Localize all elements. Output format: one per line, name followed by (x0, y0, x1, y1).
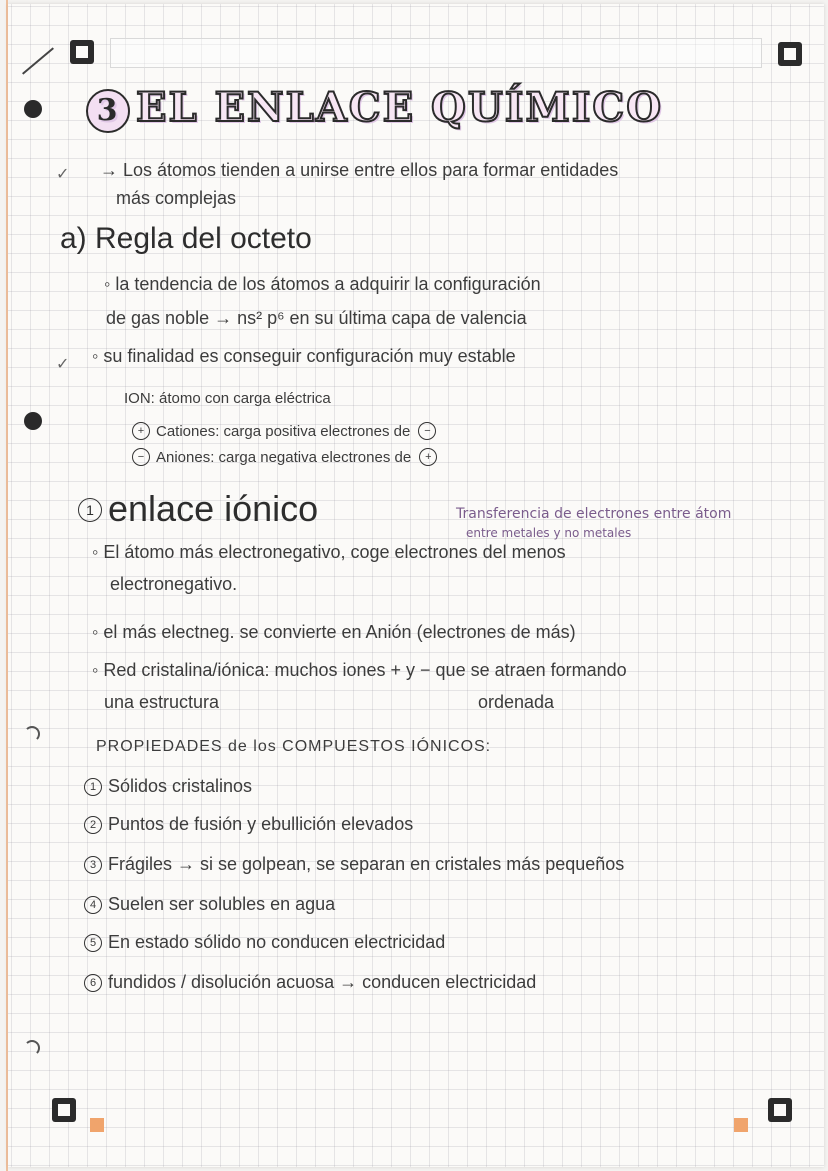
corner-bracket-icon (52, 1098, 76, 1122)
cation-text: Cationes: carga positiva electrones de (156, 423, 411, 440)
corner-bracket-icon (778, 42, 802, 66)
section-1-heading (78, 488, 318, 530)
plus-circle-icon: + (132, 422, 150, 440)
item-number: 3 (84, 856, 102, 874)
item-number: 4 (84, 896, 102, 914)
property-item (84, 894, 335, 915)
ion-definition: ION: átomo con carga eléctrica (124, 390, 331, 407)
section-1-title: enlace iónico (108, 488, 319, 529)
binder-hole (24, 726, 40, 742)
binder-hole (24, 100, 42, 118)
anion-line (132, 448, 443, 466)
transfer-note-1: Transferencia de electrones entre átom (456, 506, 732, 522)
ionic-bullet-2: ◦ el más electneg. se convierte en Anión (electrones de más) (92, 622, 576, 642)
ionic-bullet-3c: ordenada (478, 692, 555, 712)
item-text: fundidos / disolución acuosa → conducen electricidad (108, 972, 537, 992)
item-text: Suelen ser solubles en agua (108, 894, 336, 914)
properties-heading: PROPIEDADES de los COMPUESTOS IÓNICOS: (96, 738, 492, 755)
item-number: 1 (84, 778, 102, 796)
intro-line-2: más complejas (116, 188, 237, 208)
property-item (84, 972, 536, 993)
plus-circle-icon: + (419, 448, 437, 466)
property-item (84, 932, 445, 953)
item-number: 2 (84, 816, 102, 834)
transfer-note-2: entre metales y no metales (466, 526, 632, 540)
item-number: 6 (84, 974, 102, 992)
page-title (86, 84, 663, 133)
item-number: 5 (84, 934, 102, 952)
section-number: 1 (78, 498, 102, 522)
item-text: En estado sólido no conducen electricidad (108, 932, 446, 952)
orange-square (734, 1118, 748, 1132)
cation-line (132, 422, 442, 440)
property-item (84, 854, 624, 875)
ionic-bullet-3a: ◦ Red cristalina/iónica: muchos iones + y − que se atraen formando (92, 660, 627, 680)
item-text: Sólidos cristalinos (108, 776, 253, 796)
anion-text: Aniones: carga negativa electrones de (156, 449, 412, 466)
minus-circle-icon: − (132, 448, 150, 466)
title-number: 3 (86, 89, 130, 133)
octet-bullet-1a: ◦ la tendencia de los átomos a adquirir la configuración (104, 274, 541, 294)
binder-hole (24, 412, 42, 430)
minus-circle-icon: − (418, 422, 436, 440)
corner-bracket-icon (768, 1098, 792, 1122)
binder-hole (24, 1040, 40, 1056)
title-text: EL ENLACE QUÍMICO (136, 84, 664, 131)
property-item (84, 776, 252, 797)
check-mark: ✓ (56, 354, 70, 373)
corner-bracket-icon (70, 40, 94, 64)
section-a-heading: a) Regla del octeto (60, 222, 312, 255)
item-text: Frágiles → si se golpean, se separan en cristales más pequeños (108, 854, 625, 874)
orange-square (90, 1118, 104, 1132)
ionic-bullet-3b: una estructura (104, 692, 220, 712)
octet-bullet-2: ◦ su finalidad es conseguir configuración muy estable (92, 346, 516, 366)
octet-bullet-1b: de gas noble → ns² p⁶ en su última capa de valencia (106, 308, 527, 328)
header-box (110, 38, 762, 68)
check-mark: ✓ (56, 164, 70, 183)
intro-line-1: → Los átomos tienden a unirse entre ellos para formar entidades (100, 160, 619, 180)
item-text: Puntos de fusión y ebullición elevados (108, 814, 414, 834)
ionic-bullet-1a: ◦ El átomo más electronegativo, coge electrones del menos (92, 542, 566, 562)
margin-line (6, 0, 8, 1171)
ionic-bullet-1b: electronegativo. (110, 574, 238, 594)
property-item (84, 814, 413, 835)
